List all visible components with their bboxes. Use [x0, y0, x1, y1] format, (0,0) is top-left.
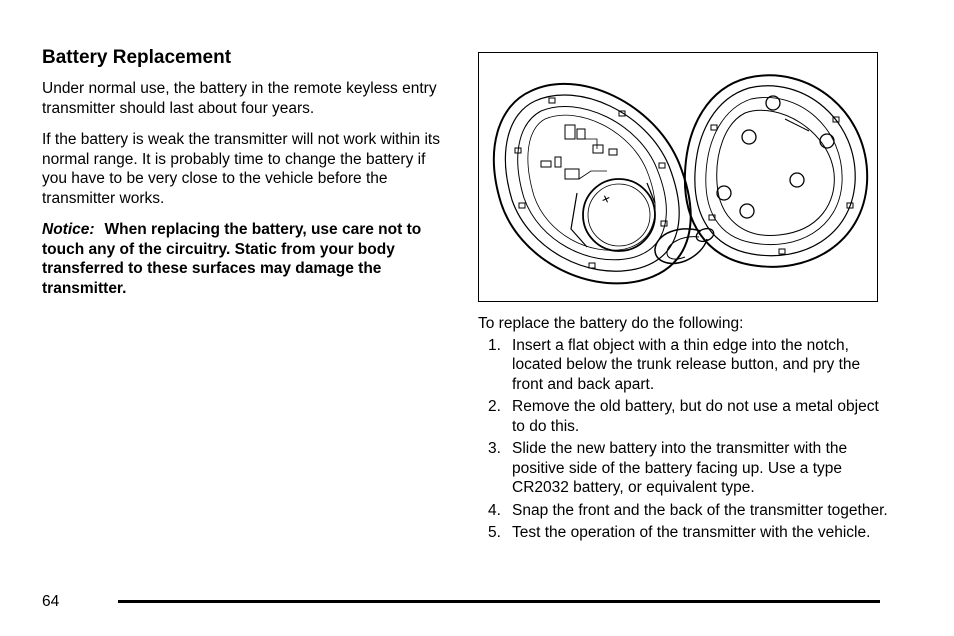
battery-positive-symbol: + [598, 189, 614, 209]
step-text: Insert a flat object with a thin edge into the notch, located below the trunk release button, and pry the front and back apart. [512, 336, 861, 393]
transmitter-illustration-svg [479, 53, 876, 300]
transmitter-front-half-icon [685, 75, 867, 266]
page-number: 64 [42, 593, 60, 610]
footer-rule [118, 600, 880, 603]
step-text: Test the operation of the transmitter with the vehicle. [512, 524, 871, 541]
paragraph-battery-life: Under normal use, the battery in the remote keyless entry transmitter should last about four years. [42, 80, 437, 117]
procedure-intro: To replace the battery do the following: [478, 315, 744, 332]
transmitter-back-half-icon [494, 84, 691, 283]
notice-text: When replacing the battery, use care not to touch any of the circuitry. Static from your body transferred to these surfaces may damage the transmitter. [42, 221, 422, 297]
step-number: 1. [488, 336, 501, 354]
right-column [478, 314, 888, 546]
section-title: Battery Replacement [42, 47, 232, 68]
transmitter-illustration [478, 52, 878, 302]
left-column [42, 46, 452, 298]
step-item [478, 523, 888, 543]
step-text: Slide the new battery into the transmitter with the positive side of the battery facing up. Use a type CR2032 battery, or equivalent type. [512, 440, 848, 496]
step-item [478, 336, 888, 395]
coin-battery-icon [583, 179, 655, 251]
step-item [478, 397, 888, 436]
step-item [478, 501, 888, 521]
step-number: 4. [488, 501, 501, 519]
step-number: 5. [488, 524, 501, 541]
step-text: Remove the old battery, but do not use a metal object to do this. [512, 398, 879, 435]
notice [42, 220, 452, 298]
notice-label: Notice: [42, 221, 95, 238]
paragraph-weak-battery: If the battery is weak the transmitter will not work within its normal range. It is probably time to change the battery if you have to be very close to the vehicle before the transmitter works. [42, 131, 440, 207]
step-number: 2. [488, 398, 501, 415]
procedure-steps [478, 336, 888, 543]
step-text: Snap the front and the back of the transmitter together. [512, 501, 888, 519]
step-number: 3. [488, 440, 501, 457]
step-item [478, 439, 888, 498]
